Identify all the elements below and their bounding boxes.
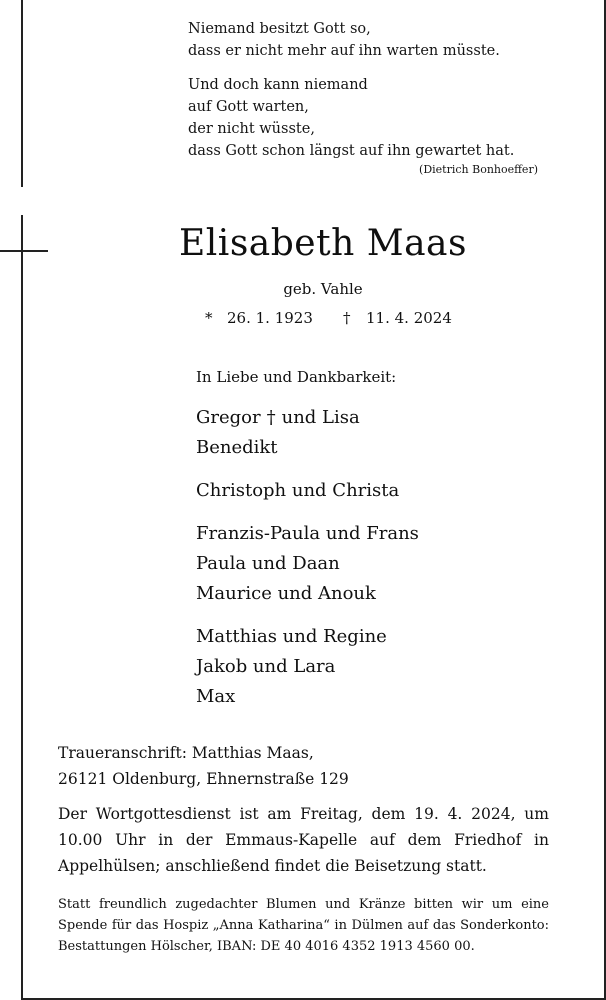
family-line: Maurice und Anouk [196, 583, 376, 604]
family-line: Jakob und Lara [196, 656, 336, 677]
birth-date: 26. 1. 1923 [227, 309, 313, 327]
family-line: Paula und Daan [196, 553, 340, 574]
donation-request: Statt freundlich zugedachter Blumen und Kränze bitten wir um eine Spende für das Hospiz „Anna Katharina“ in Dülmen auf das Sonderkonto: Bestattungen Hölscher, IBAN: DE 40 4016 4352 1913 4560 00. [58, 897, 549, 954]
family-member: Gregor [196, 407, 261, 428]
dedication-text: In Liebe und Dankbarkeit: [196, 368, 397, 386]
family-group [196, 519, 419, 609]
address-line-2: 26121 Oldenburg, Ehnernstraße 129 [58, 770, 349, 788]
family-line: Franzis-Paula und Frans [196, 523, 419, 544]
border-left-top [21, 0, 23, 187]
life-dates [205, 307, 452, 329]
quote-paragraph-1: Niemand besitzt Gott so, dass er nicht mehr auf ihn warten müsste. [188, 21, 500, 59]
service-announcement: Der Wortgottesdienst ist am Freitag, dem 19. 4. 2024, um 10.00 Uhr in der Emmaus-Kapelle auf dem Friedhof in Appelhülsen; anschließend findet die Beisetzung statt. [58, 805, 549, 875]
family-member: und Lisa [281, 407, 360, 428]
family-line: Max [196, 686, 236, 707]
border-left-bottom [21, 347, 23, 1000]
quote-author: (Dietrich Bonhoeffer) [419, 163, 538, 176]
family-line: Matthias und Regine [196, 626, 387, 647]
maiden-name: geb. Vahle [283, 280, 363, 298]
family-group [196, 403, 419, 463]
quote-block [188, 18, 538, 174]
death-symbol: † [343, 309, 351, 327]
mourning-address [58, 740, 349, 792]
family-group [196, 622, 419, 712]
dagger-icon: † [266, 407, 276, 428]
quote-paragraph-2: Und doch kann niemand auf Gott warten, der nicht wüsste, dass Gott schon längst auf ihn gewartet hat. [188, 77, 515, 159]
address-line-1: Traueranschrift: Matthias Maas, [58, 744, 314, 762]
deceased-name: Elisabeth Maas [179, 223, 467, 264]
family-line: Benedikt [196, 437, 278, 458]
death-date: 11. 4. 2024 [366, 309, 452, 327]
birth-symbol: * [205, 309, 213, 327]
family-list [196, 403, 419, 725]
family-line: Christoph und Christa [196, 480, 400, 501]
family-group [196, 476, 419, 506]
family-line [196, 403, 419, 433]
